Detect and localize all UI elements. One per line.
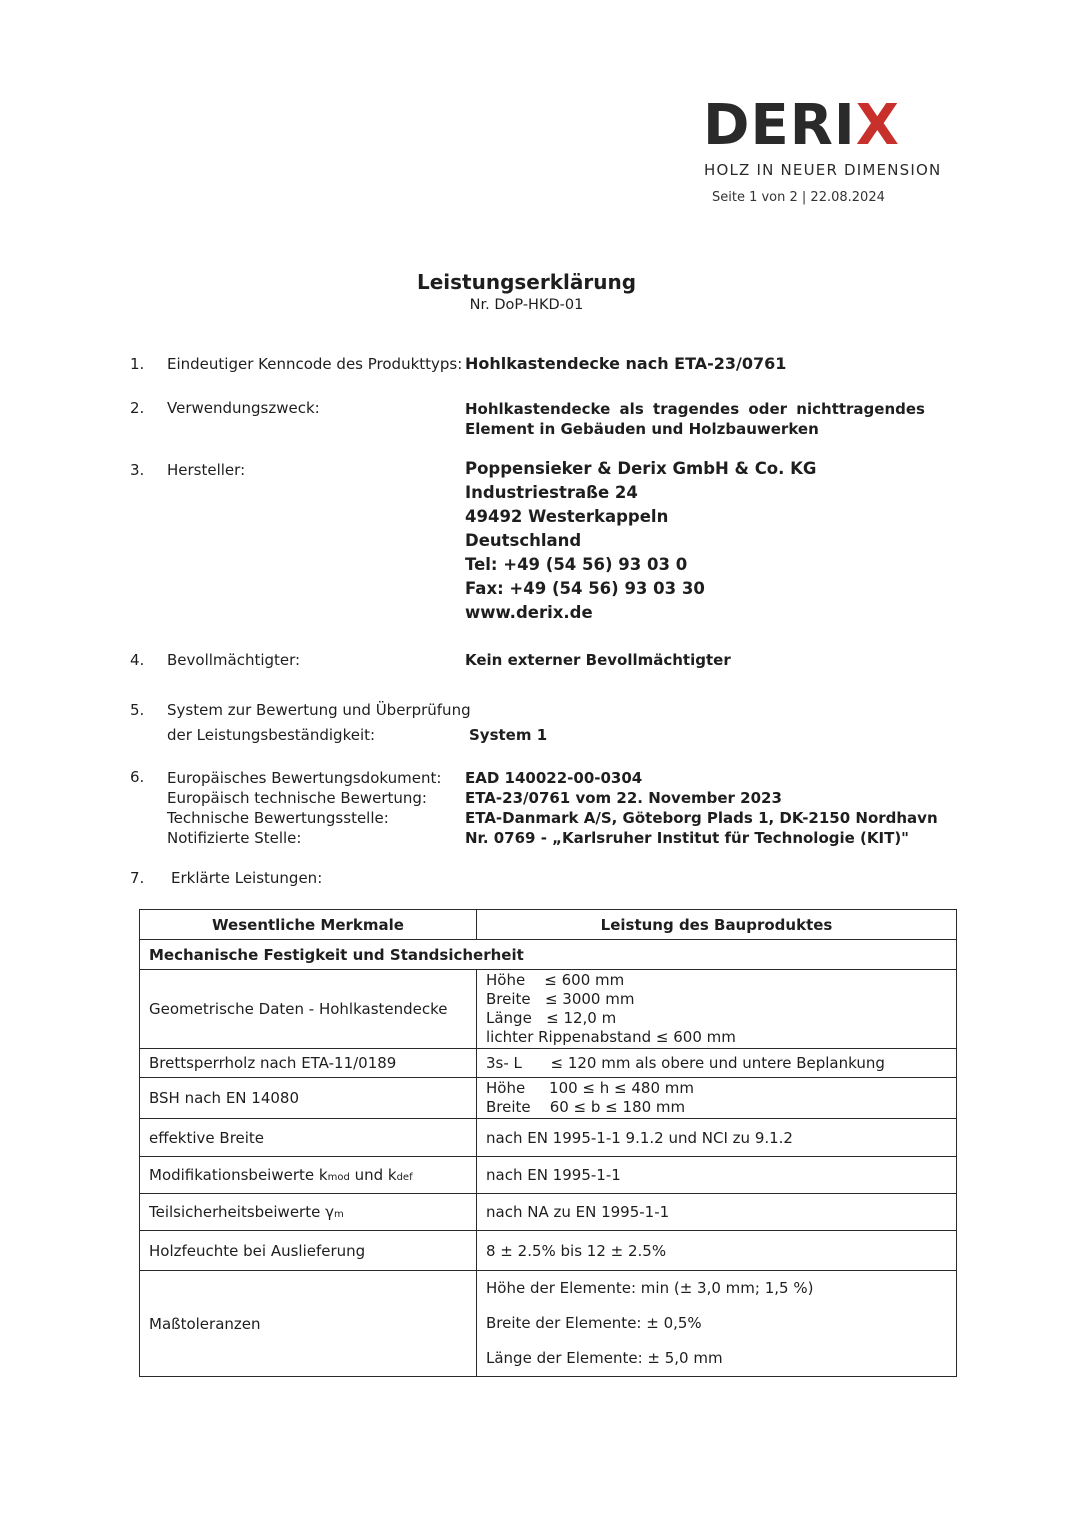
item-4-number: 4. — [130, 651, 145, 669]
performance-line: lichter Rippenabstand ≤ 600 mm — [486, 1028, 736, 1046]
performance-line: Breite 60 ≤ b ≤ 180 mm — [486, 1098, 686, 1116]
manufacturer-phone: Tel: +49 (54 56) 93 03 0 — [465, 555, 688, 574]
feature-text: Modifikationsbeiwerte k — [149, 1166, 328, 1184]
feature-cell — [140, 1157, 477, 1194]
performance-cell: nach EN 1995-1-1 — [477, 1157, 957, 1194]
performance-cell — [477, 1078, 957, 1119]
item-1-value: Hohlkastendecke nach ETA-23/0761 — [465, 354, 787, 373]
performance-cell: 3s- L ≤ 120 mm als obere und untere Beplankung — [477, 1049, 957, 1078]
table-section-row — [140, 940, 957, 970]
item-5-value: System 1 — [469, 726, 548, 744]
feature-text: Teilsicherheitsbeiwerte γ — [149, 1203, 334, 1221]
item-5-number: 5. — [130, 701, 145, 719]
item-6-label-tab: Technische Bewertungsstelle: — [167, 809, 389, 827]
feature-cell: Holzfeuchte bei Auslieferung — [140, 1231, 477, 1271]
feature-cell: Geometrische Daten - Hohlkastendecke — [140, 970, 477, 1049]
document-title: Leistungserklärung — [416, 270, 637, 294]
item-6-value-tab: ETA-Danmark A/S, Göteborg Plads 1, DK-2150 Nordhavn — [465, 809, 938, 827]
item-6-label-ead: Europäisches Bewertungsdokument: — [167, 769, 442, 787]
table-header-row — [140, 910, 957, 940]
item-6-label-eta: Europäisch technische Bewertung: — [167, 789, 427, 807]
performance-line: Höhe ≤ 600 mm — [486, 971, 625, 989]
item-5-label-line2: der Leistungsbeständigkeit: — [167, 726, 376, 744]
feature-subscript: def — [396, 1172, 413, 1183]
logo-tagline: HOLZ IN NEUER DIMENSION — [704, 161, 942, 179]
performance-table — [139, 909, 957, 1377]
item-6-number: 6. — [130, 768, 145, 786]
column-header-performance: Leistung des Bauproduktes — [477, 910, 957, 940]
logo-x: X — [855, 93, 900, 158]
item-1-label: Eindeutiger Kenncode des Produkttyps: — [167, 355, 463, 373]
feature-text: und k — [349, 1166, 397, 1184]
manufacturer-website: www.derix.de — [465, 603, 593, 622]
feature-cell: BSH nach EN 14080 — [140, 1078, 477, 1119]
item-7-number: 7. — [130, 869, 145, 887]
item-4-label: Bevollmächtigter: — [167, 651, 301, 669]
item-7-label: Erklärte Leistungen: — [171, 869, 323, 887]
feature-cell — [140, 1194, 477, 1231]
section-title: Mechanische Festigkeit und Standsicherheit — [140, 940, 957, 970]
column-header-feature: Wesentliche Merkmale — [140, 910, 477, 940]
item-6-value-eta: ETA-23/0761 vom 22. November 2023 — [465, 789, 782, 807]
performance-cell: 8 ± 2.5% bis 12 ± 2.5% — [477, 1231, 957, 1271]
item-3-label: Hersteller: — [167, 461, 246, 479]
performance-line: Länge der Elemente: ± 5,0 mm — [486, 1349, 723, 1367]
table-row — [140, 1157, 957, 1194]
item-1-number: 1. — [130, 355, 145, 373]
table-row — [140, 1271, 957, 1377]
performance-line: Breite ≤ 3000 mm — [486, 990, 635, 1008]
item-2-label: Verwendungszweck: — [167, 399, 320, 417]
manufacturer-country: Deutschland — [465, 531, 582, 550]
item-2-value-line1: Hohlkastendecke als tragendes oder nichttragendes — [465, 400, 925, 418]
feature-cell: Brettsperrholz nach ETA-11/0189 — [140, 1049, 477, 1078]
performance-cell — [477, 1271, 957, 1377]
item-2-value-line2: Element in Gebäuden und Holzbauwerken — [465, 420, 819, 438]
manufacturer-street: Industriestraße 24 — [465, 483, 638, 502]
item-3-number: 3. — [130, 461, 145, 479]
item-2-number: 2. — [130, 399, 145, 417]
item-6-value-notified: Nr. 0769 - „Karlsruher Institut für Technologie (KIT)" — [465, 829, 909, 847]
item-4-value: Kein externer Bevollmächtigter — [465, 651, 731, 669]
performance-cell: nach NA zu EN 1995-1-1 — [477, 1194, 957, 1231]
performance-cell: nach EN 1995-1-1 9.1.2 und NCI zu 9.1.2 — [477, 1119, 957, 1157]
table-row — [140, 1231, 957, 1271]
feature-cell: Maßtoleranzen — [140, 1271, 477, 1377]
manufacturer-fax: Fax: +49 (54 56) 93 03 30 — [465, 579, 705, 598]
performance-cell — [477, 970, 957, 1049]
company-logo — [703, 93, 900, 158]
logo-text: DERI — [703, 93, 856, 158]
item-6-value-ead: EAD 140022-00-0304 — [465, 769, 643, 787]
table-row — [140, 970, 957, 1049]
table-row — [140, 1078, 957, 1119]
table-row — [140, 1194, 957, 1231]
page-info: Seite 1 von 2 | 22.08.2024 — [712, 190, 885, 205]
performance-line: Höhe 100 ≤ h ≤ 480 mm — [486, 1079, 695, 1097]
feature-cell: effektive Breite — [140, 1119, 477, 1157]
manufacturer-city: 49492 Westerkappeln — [465, 507, 669, 526]
performance-line: Höhe der Elemente: min (± 3,0 mm; 1,5 %) — [486, 1279, 814, 1297]
performance-line: Länge ≤ 12,0 m — [486, 1009, 617, 1027]
performance-line: Breite der Elemente: ± 0,5% — [486, 1314, 702, 1332]
feature-subscript: m — [333, 1209, 344, 1220]
feature-subscript: mod — [327, 1172, 350, 1183]
manufacturer-name: Poppensieker & Derix GmbH & Co. KG — [465, 459, 817, 478]
table-row — [140, 1119, 957, 1157]
document-number: Nr. DoP-HKD-01 — [469, 297, 584, 313]
item-6-label-notified: Notifizierte Stelle: — [167, 829, 302, 847]
table-row — [140, 1049, 957, 1078]
item-5-label-line1: System zur Bewertung und Überprüfung — [167, 701, 471, 719]
